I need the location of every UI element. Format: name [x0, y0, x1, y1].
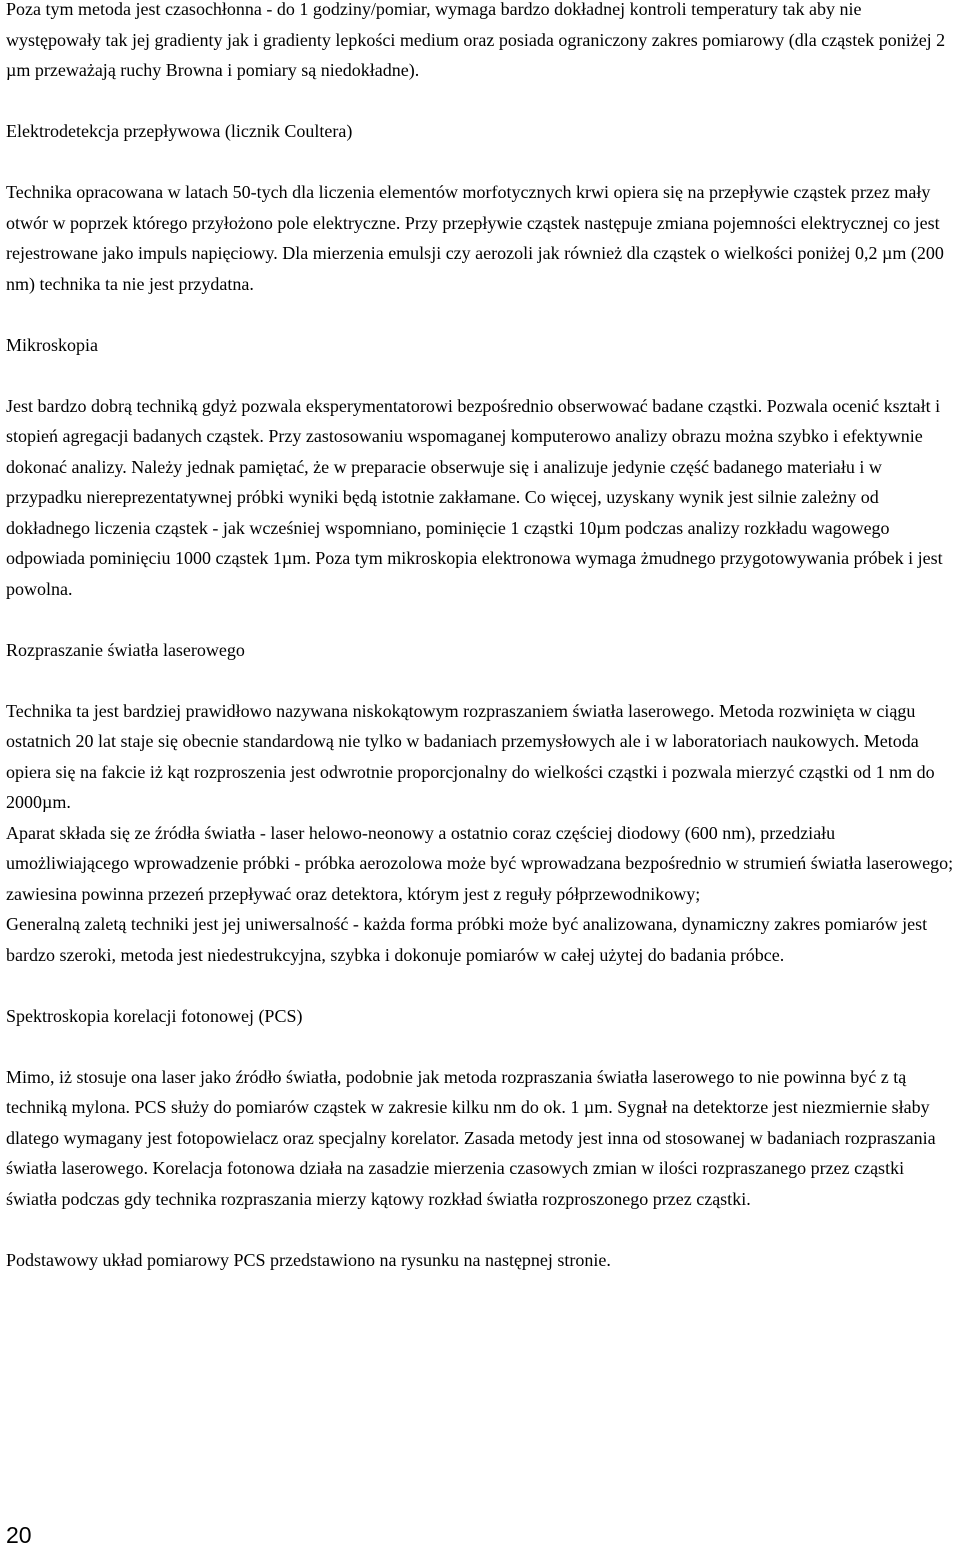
section-heading-microscopy: Mikroskopia — [6, 334, 98, 355]
spacer — [6, 299, 957, 330]
spacer — [6, 1214, 957, 1245]
spacer — [6, 970, 957, 1001]
paragraph-coulter: Technika opracowana w latach 50-tych dla liczenia elementów morfotycznych krwi opiera się na przepływie cząstek przez mały otwór w poprzek którego przyłożono pole elektryczne. Przy przepływie cząstek następuje zmiana pojemności elektrycznej co jest rejestrowane jako impuls napięciowy. Dla mierzenia emulsji czy aerozoli jak również dla cząstek o wielkości poniżej 0,2 µm (200 nm) technika ta nie jest przydatna. — [6, 182, 944, 294]
section-heading-pcs: Spektroskopia korelacji fotonowej (PCS) — [6, 1005, 303, 1026]
spacer — [6, 360, 957, 391]
section-heading-laser-scattering: Rozpraszanie światła laserowego — [6, 639, 245, 660]
paragraph-microscopy: Jest bardzo dobrą techniką gdyż pozwala eksperymentatorowi bezpośrednio obserwować badane cząstki. Pozwala ocenić kształt i stopień agregacji badanych cząstek. Przy zastosowaniu wspomaganej komputerowo analizy obrazu można szybko i efektywnie dokonać analizy. Należy jednak pamiętać, że w preparacie obserwuje się i analizuje jedynie część badanego materiału i w przypadku niereprezentatywnej próbki wyniki będą istotnie zakłamane. Co więcej, uzyskany wynik jest silnie zależny od dokładnego liczenia cząstek - jak wcześniej wspomniano, pominięcie 1 cząstki 10µm podczas analizy rozkładu wagowego odpowiada pominięciu 1000 cząstek 1µm. Poza tym mikroskopia elektronowa wymaga żmudnego przygotowywania próbek i jest powolna. — [6, 395, 943, 599]
spacer — [6, 1031, 957, 1062]
closing-paragraph: Podstawowy układ pomiarowy PCS przedstawiono na rysunku na następnej stronie. — [6, 1249, 611, 1270]
intro-paragraph: Poza tym metoda jest czasochłonna - do 1 godziny/pomiar, wymaga bardzo dokładnej kontroli temperatury tak aby nie występowały tak jej gradienty jak i gradienty lepkości medium oraz posiada ograniczony zakres pomiarowy (dla cząstek poniżej 2 µm przeważają ruchy Browna i pomiary są niedokładne). — [6, 0, 946, 80]
spacer — [6, 665, 957, 696]
page-number: 20 — [6, 1522, 32, 1548]
paragraph-pcs: Mimo, iż stosuje ona laser jako źródło światła, podobnie jak metoda rozpraszania światła laserowego to nie powinna być z tą techniką mylona. PCS służy do pomiarów cząstek w zakresie kilku nm do ok. 1 µm. Sygnał na detektorze jest niezmiernie słaby dlatego wymagany jest fotopowielacz oraz specjalny korelator. Zasada metody jest inna od stosowanej w badaniach rozpraszania światła laserowego. Korelacja fotonowa działa na zasadzie mierzenia czasowych zmian w ilości rozpraszanego przez cząstki światła podczas gdy technika rozpraszania mierzy kątowy rozkład światła rozproszonego przez cząstki. — [6, 1066, 936, 1209]
spacer — [6, 604, 957, 635]
paragraph-laser-3: Generalną zaletą techniki jest jej uniwersalność - każda forma próbki może być analizowana, dynamiczny zakres pomiarów jest bardzo szeroki, metoda jest niedestrukcyjna, szybka i dokonuje pomiarów w całej użytej do badania próbce. — [6, 914, 928, 965]
section-heading-coulter: Elektrodetekcja przepływowa (licznik Coultera) — [6, 121, 353, 141]
spacer — [6, 147, 957, 178]
document-page — [6, 0, 957, 1275]
paragraph-laser-1: Technika ta jest bardziej prawidłowo nazywana niskokątowym rozpraszaniem światła laserowego. Metoda rozwinięta w ciągu ostatnich 20 lat staje się obecnie standardową nie tylko w badaniach przemysłowych ale i w laboratoriach naukowych. Metoda opiera się na fakcie iż kąt rozproszenia jest odwrotnie proporcjonalny do wielkości cząstki i pozwala mierzyć cząstki od 1 nm do 2000µm. — [6, 700, 935, 812]
spacer — [6, 86, 957, 117]
paragraph-laser-2: Aparat składa się ze źródła światła - laser helowo-neonowy a ostatnio coraz częściej diodowy (600 nm), przedziału umożliwiającego wprowadzenie próbki - próbka aerozolowa może być wprowadzana bezpośrednio w strumień światła laserowego; zawiesina powinna przezeń przepływać oraz detektora, którym jest z reguły półprzewodnikowy; — [6, 822, 954, 904]
